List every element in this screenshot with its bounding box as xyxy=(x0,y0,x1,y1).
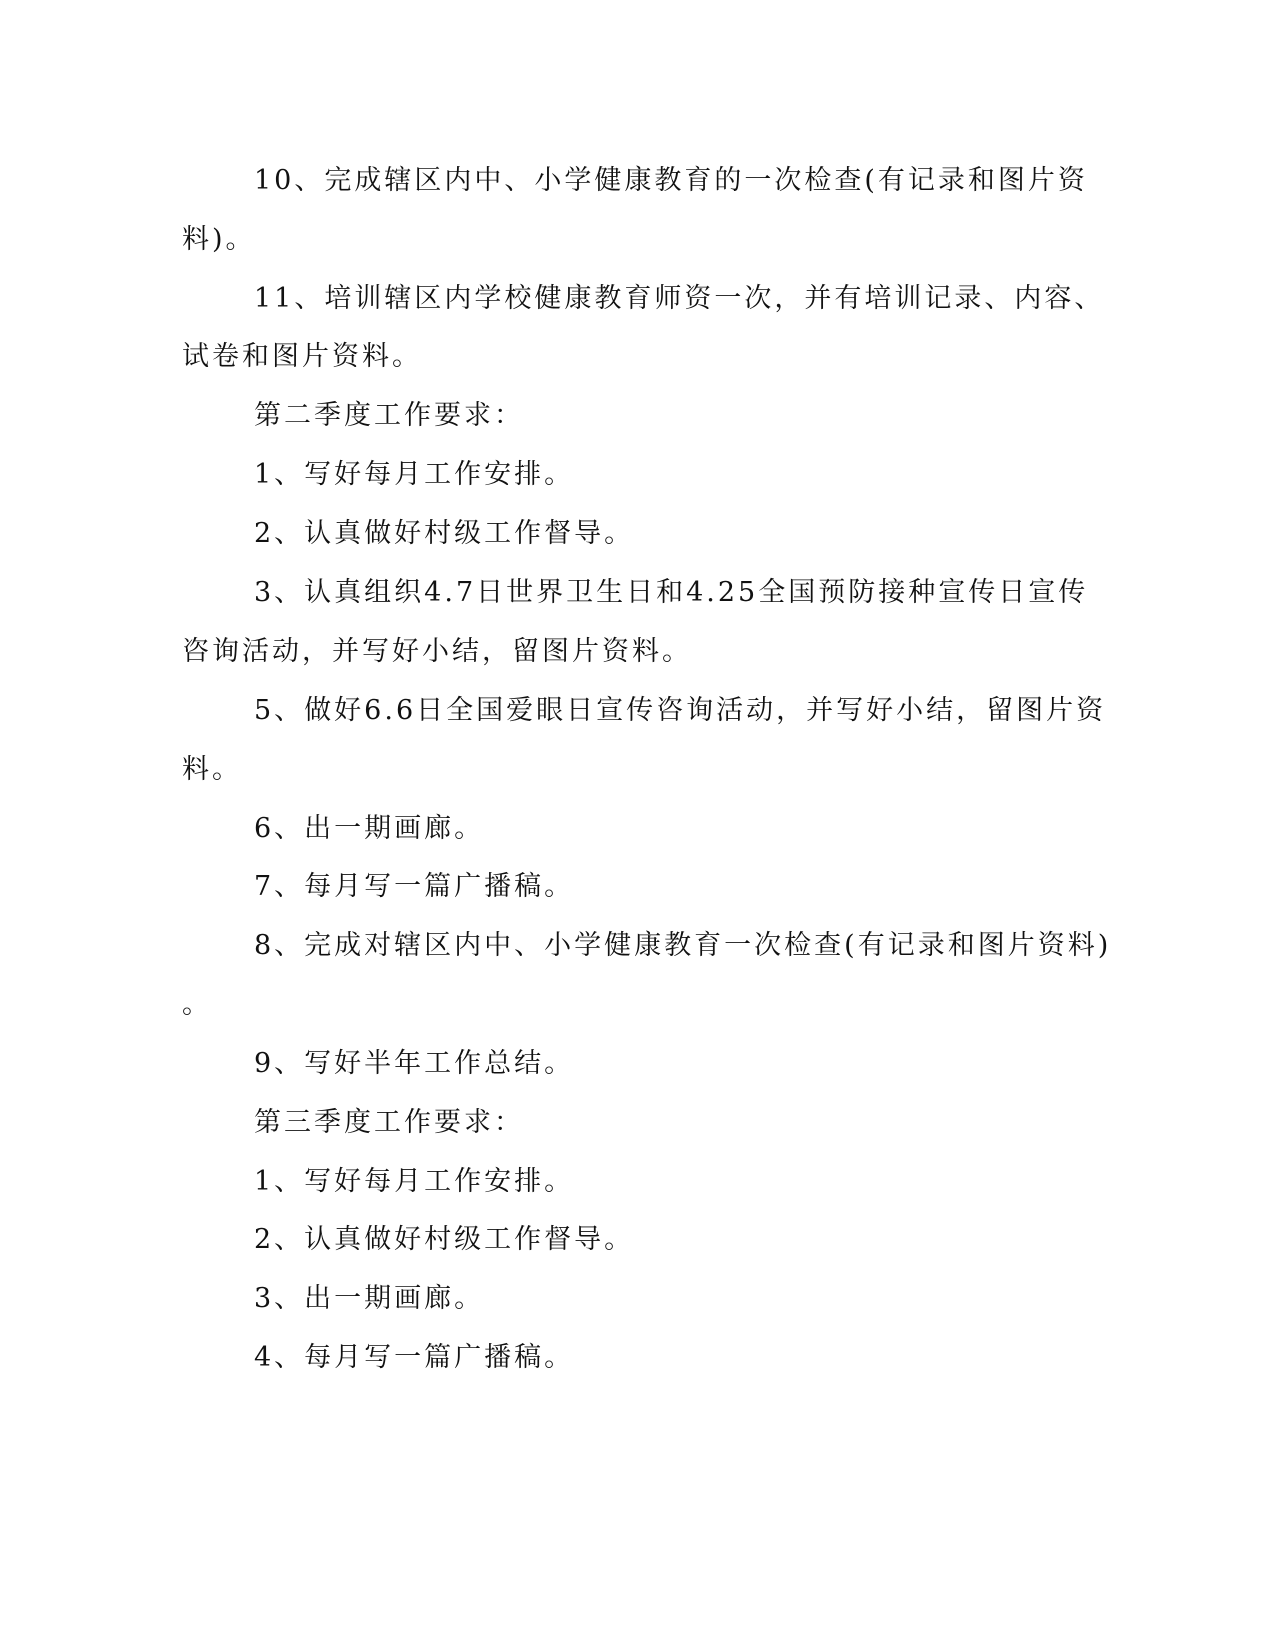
list-item: 5、做好6.6日全国爱眼日宣传咨询活动，并写好小结，留图片资 xyxy=(254,695,1107,726)
section-heading: 第二季度工作要求： xyxy=(254,400,524,431)
list-item: 1、写好每月工作安排。 xyxy=(254,459,575,490)
paragraph-line: 10、完成辖区内中、小学健康教育的一次检查(有记录和图片资 xyxy=(254,165,1088,196)
paragraph-line: 料)。 xyxy=(182,224,256,255)
list-item: 6、出一期画廊。 xyxy=(254,813,485,844)
list-item: 3、出一期画廊。 xyxy=(254,1283,485,1314)
list-item: 3、认真组织4.7日世界卫生日和4.25全国预防接种宣传日宣传 xyxy=(254,577,1089,608)
paragraph-line: 试卷和图片资料。 xyxy=(182,341,422,372)
list-item: 2、认真做好村级工作督导。 xyxy=(254,1224,635,1255)
list-item: 9、写好半年工作总结。 xyxy=(254,1048,575,1079)
list-item: 8、完成对辖区内中、小学健康教育一次检查(有记录和图片资料) xyxy=(254,930,1112,961)
list-item: 7、每月写一篇广播稿。 xyxy=(254,871,575,902)
paragraph-line: 料。 xyxy=(182,754,242,785)
paragraph-line: 。 xyxy=(182,989,212,1020)
section-heading: 第三季度工作要求： xyxy=(254,1107,524,1138)
list-item: 2、认真做好村级工作督导。 xyxy=(254,518,635,549)
paragraph-line: 咨询活动，并写好小结，留图片资料。 xyxy=(182,636,692,667)
list-item: 1、写好每月工作安排。 xyxy=(254,1166,575,1197)
list-item: 4、每月写一篇广播稿。 xyxy=(254,1342,575,1373)
paragraph-line: 11、培训辖区内学校健康教育师资一次，并有培训记录、内容、 xyxy=(254,283,1105,314)
